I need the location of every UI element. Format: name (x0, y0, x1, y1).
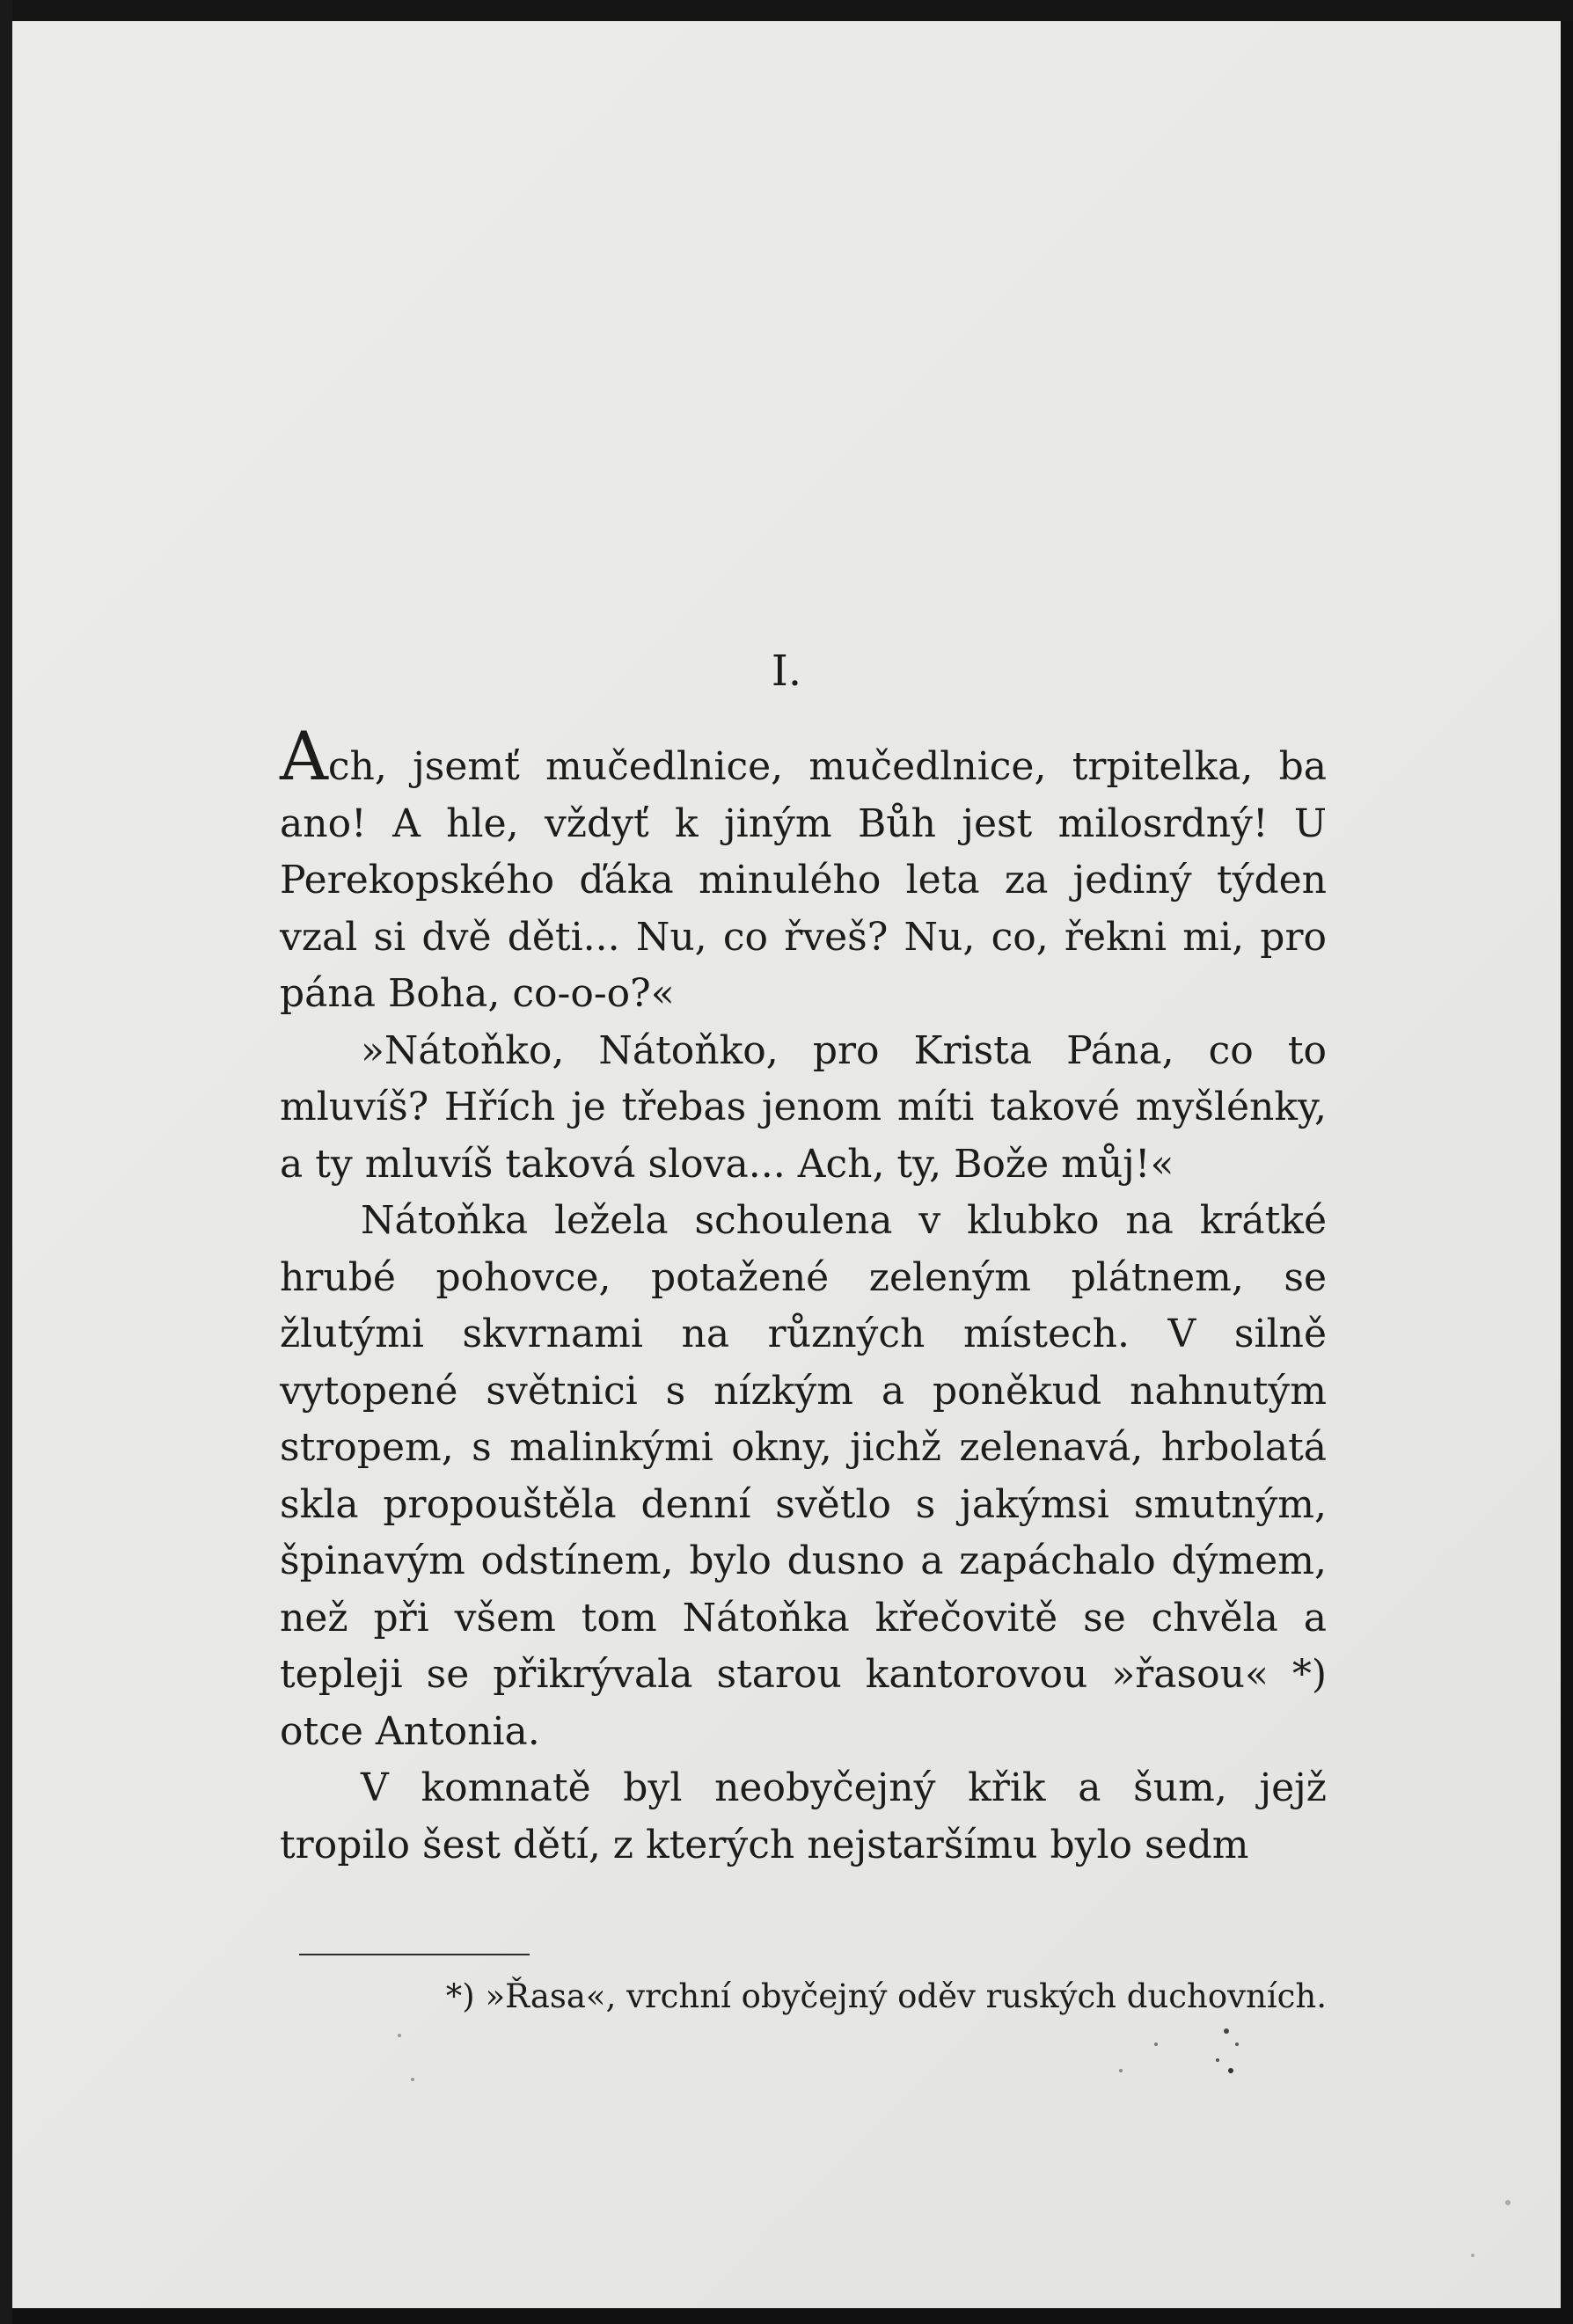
footnote: *) »Řasa«, vrchní obyčejný oděv ruských duchovních. (445, 1977, 1327, 2015)
paragraph-3: Nátoňka ležela schoulena v klubko na krátké hrubé pohovce, potažené zeleným plátnem, se žlutými skvrnami na různých místech. V silně vytopené světnici s nízkým a poněkud nahnutým stropem, s malinkými okny, jichž zelenavá, hrbolatá skla propouštěla denní světlo s jakýmsi smutným, špinavým odstínem, bylo dusno a zapáchalo dýmem, než při všem tom Nátoňka křečovitě se chvěla a tepleji se přikrývala starou kantorovou »řasou« *) otce Antonia. (280, 1198, 1327, 1754)
chapter-body (280, 717, 1327, 1874)
chapter-number: I. (771, 647, 802, 696)
paragraph-2: »Nátoňko, Nátoňko, pro Krista Pána, co to mluvíš? Hřích je třebas jenom míti takové myšlénky, a ty mluvíš taková slova... Ach, ty, Bože můj!« (280, 1027, 1327, 1187)
paragraph-1-text: ch, jsemť mučedlnice, mučedlnice, trpitelka, ba ano! A hle, vždyť k jiným Bůh jest milosrdný! U Perekopského ďáka minulého leta za jediný týden vzal si dvě děti... Nu, co řveš? Nu, co, řekni mi, pro pána Boha, co-o-o?« (280, 744, 1327, 1016)
scan-border-left (0, 0, 12, 2324)
dropcap: A (280, 717, 328, 795)
footnote-divider (299, 1954, 530, 1955)
scan-border-top (0, 0, 1573, 21)
paragraph-4: V komnatě byl neobyčejný křik a šum, jejž tropilo šest dětí, z kterých nejstaršímu bylo sedm (280, 1765, 1327, 1867)
paragraph-1 (280, 717, 1327, 1023)
